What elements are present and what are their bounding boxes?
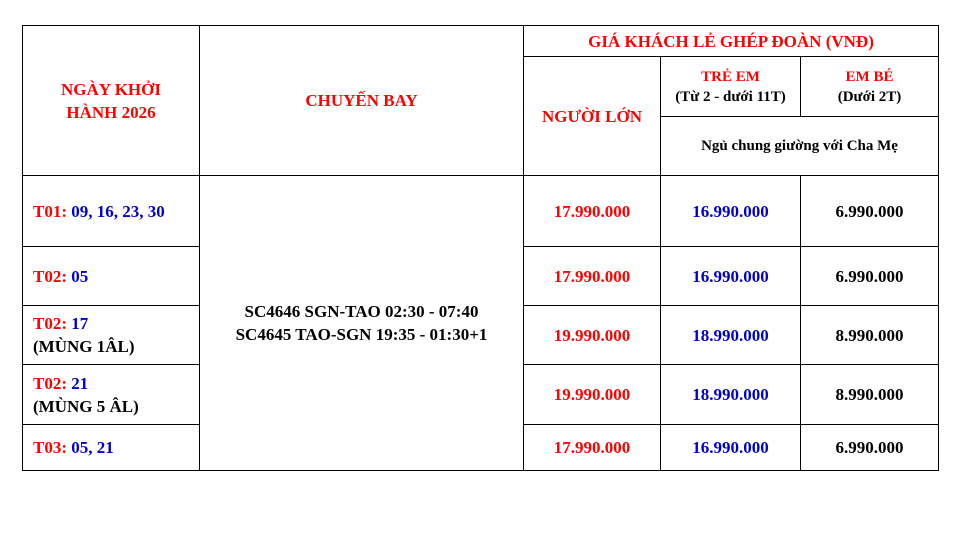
adult-price-cell: 17.990.000	[524, 425, 661, 471]
flight-return: SC4645 TAO-SGN 19:35 - 01:30+1	[235, 325, 488, 344]
adult-price-cell: 17.990.000	[524, 176, 661, 247]
departure-date-cell	[23, 306, 200, 365]
flight-outbound: SC4646 SGN-TAO 02:30 - 07:40	[244, 302, 479, 321]
departure-date-cell	[23, 425, 200, 471]
days-label: 09, 16, 23, 30	[67, 201, 165, 221]
days-label: 05, 21	[67, 438, 114, 457]
adult-header-label: NGƯỜI LỚN	[542, 106, 642, 126]
days-label: 17	[67, 314, 89, 333]
child-price-cell: 18.990.000	[661, 306, 801, 365]
month-label: T02:	[33, 373, 67, 393]
month-label: T01:	[33, 201, 67, 221]
tour-price-table	[22, 25, 939, 471]
infant-price-cell: 6.990.000	[801, 176, 939, 247]
adult-price-cell: 17.990.000	[524, 247, 661, 306]
month-label: T02:	[33, 266, 67, 286]
infant-price-cell: 8.990.000	[801, 365, 939, 425]
lunar-note: (MÙNG 5 ÂL)	[33, 396, 139, 416]
child-price-cell: 16.990.000	[661, 176, 801, 247]
flight-header	[200, 26, 524, 176]
adult-price-cell: 19.990.000	[524, 365, 661, 425]
child-header-title: TRẺ EM	[701, 68, 760, 85]
adult-header	[524, 57, 661, 176]
departure-date-cell	[23, 176, 200, 247]
days-label: 05	[67, 266, 89, 286]
days-label: 21	[67, 373, 89, 393]
child-price-cell: 16.990.000	[661, 247, 801, 306]
infant-header-title: EM BÉ	[845, 68, 894, 85]
flight-header-label: CHUYẾN BAY	[305, 91, 418, 110]
shared-bed-header-label: Ngủ chung giường với Cha Mẹ	[701, 138, 898, 154]
child-header-subtitle: (Từ 2 - dưới 11T)	[675, 88, 786, 105]
flight-info-cell	[200, 176, 524, 471]
table-row	[23, 176, 939, 247]
infant-price-cell: 6.990.000	[801, 247, 939, 306]
departure-date-header	[23, 26, 200, 176]
header-row-1	[23, 26, 939, 57]
infant-header	[801, 57, 939, 117]
child-price-cell: 18.990.000	[661, 365, 801, 425]
month-label: T03:	[33, 438, 67, 457]
shared-bed-header	[661, 117, 939, 176]
departure-date-cell	[23, 247, 200, 306]
child-price-cell: 16.990.000	[661, 425, 801, 471]
child-header	[661, 57, 801, 117]
price-group-header-label: GIÁ KHÁCH LẺ GHÉP ĐOÀN (VNĐ)	[588, 31, 874, 51]
departure-date-header-label: NGÀY KHỞI HÀNH 2026	[61, 79, 161, 122]
infant-price-cell: 8.990.000	[801, 306, 939, 365]
departure-date-cell	[23, 365, 200, 425]
lunar-note: (MÙNG 1ÂL)	[33, 337, 135, 356]
infant-header-subtitle: (Dưới 2T)	[837, 88, 902, 105]
price-group-header	[524, 26, 939, 57]
infant-price-cell: 6.990.000	[801, 425, 939, 471]
adult-price-cell: 19.990.000	[524, 306, 661, 365]
month-label: T02:	[33, 314, 67, 333]
